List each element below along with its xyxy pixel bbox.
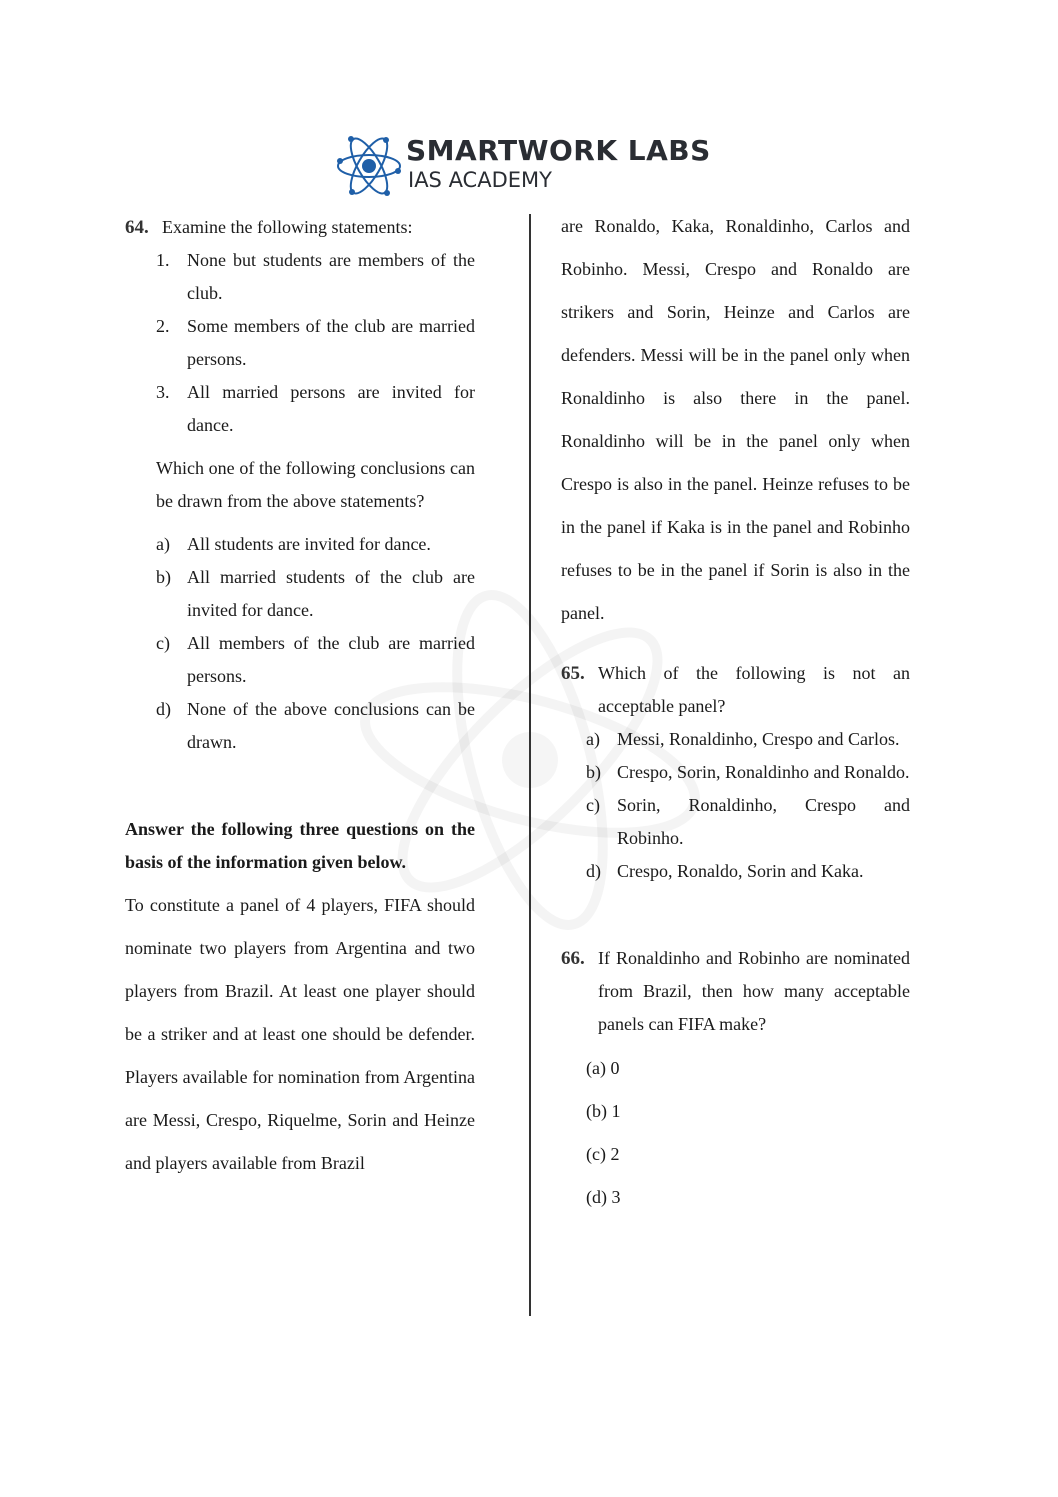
q66-number: 66. <box>561 948 585 969</box>
q66-options <box>586 1047 910 1219</box>
q66-stem: If Ronaldinho and Robinho are nominated from Brazil, then how many acceptable panels can FIFA make? <box>598 948 910 1034</box>
statement-number: 2. <box>156 316 170 336</box>
q65-option-b <box>586 756 910 789</box>
option-marker: b) <box>156 567 171 587</box>
option-text: Crespo, Ronaldo, Sorin and Kaka. <box>617 861 864 881</box>
option-marker: d) <box>156 699 171 719</box>
q66-header <box>561 942 910 1041</box>
q64-option-c <box>156 627 475 693</box>
q65-option-a <box>586 723 910 756</box>
option-marker: d) <box>586 861 601 881</box>
q64-number: 64. <box>125 217 149 238</box>
q66-option-b: (b) 1 <box>586 1101 621 1121</box>
option-marker: c) <box>586 795 600 815</box>
q65-option-d <box>586 855 910 888</box>
q64-statements <box>156 244 475 442</box>
option-marker: a) <box>586 729 600 749</box>
statement-text: Some members of the club are married persons. <box>187 316 475 369</box>
q64-options <box>156 528 475 759</box>
option-marker: b) <box>586 762 601 782</box>
option-text: Messi, Ronaldinho, Crespo and Carlos. <box>617 729 900 749</box>
passage-text-right: are Ronaldo, Kaka, Ronaldinho, Carlos and Robinho. Messi, Crespo and Ronaldo are strikers and Sorin, Heinze and Carlos are defenders. Messi will be in the panel only when Ronaldinho is also there in the panel. Ronaldinho will be in the panel only when Crespo is also in the panel. Heinze refuses to be in the panel if Kaka is in the panel and Robinho refuses to be in the panel if Sorin is also in the panel. <box>561 216 910 623</box>
logo <box>336 135 736 197</box>
option-text: Crespo, Sorin, Ronaldinho and Ronaldo. <box>617 762 910 782</box>
option-text: None of the above conclusions can be drawn. <box>187 699 475 752</box>
q64-statement <box>156 376 475 442</box>
passage-heading: Answer the following three questions on the basis of the information given below. <box>125 819 475 872</box>
q64-header <box>125 211 475 244</box>
right-column <box>561 205 910 1219</box>
q64-option-a <box>156 528 475 561</box>
left-column <box>125 211 475 1185</box>
q64-question: Which one of the following conclusions can be drawn from the above statements? <box>156 458 475 511</box>
q66-option-d: (d) 3 <box>586 1187 621 1207</box>
q65-option-c <box>586 789 910 855</box>
option-text: All members of the club are married persons. <box>187 633 475 686</box>
option-text: All married students of the club are invited for dance. <box>187 567 475 620</box>
statement-number: 1. <box>156 250 170 270</box>
q64-option-d <box>156 693 475 759</box>
statement-text: All married persons are invited for dance. <box>187 382 475 435</box>
q65-stem: Which of the following is not an acceptable panel? <box>598 663 910 716</box>
column-divider <box>529 214 531 1316</box>
q64-statement <box>156 244 475 310</box>
q66-option-a: (a) 0 <box>586 1058 620 1078</box>
q66-option-c: (c) 2 <box>586 1144 620 1164</box>
q64-statement <box>156 310 475 376</box>
statement-text: None but students are members of the club. <box>187 250 475 303</box>
q65-options <box>586 723 910 888</box>
atom-icon <box>336 135 402 197</box>
passage-text-left: To constitute a panel of 4 players, FIFA should nominate two players from Argentina and two players from Brazil. At least one player should be a striker and at least one should be defender. Players available for nomination from Argentina are Messi, Crespo, Riquelme, Sorin and Heinze and players available from Brazil <box>125 895 475 1173</box>
option-text: Sorin, Ronaldinho, Crespo and Robinho. <box>617 795 910 848</box>
logo-title: SMARTWORK LABS <box>406 134 711 167</box>
statement-number: 3. <box>156 382 170 402</box>
logo-subtitle: IAS ACADEMY <box>408 168 552 192</box>
q64-option-b <box>156 561 475 627</box>
q65-number: 65. <box>561 663 585 684</box>
option-text: All students are invited for dance. <box>187 534 431 554</box>
q65-header <box>561 657 910 723</box>
option-marker: c) <box>156 633 170 653</box>
option-marker: a) <box>156 534 170 554</box>
q64-stem: Examine the following statements: <box>162 217 413 237</box>
